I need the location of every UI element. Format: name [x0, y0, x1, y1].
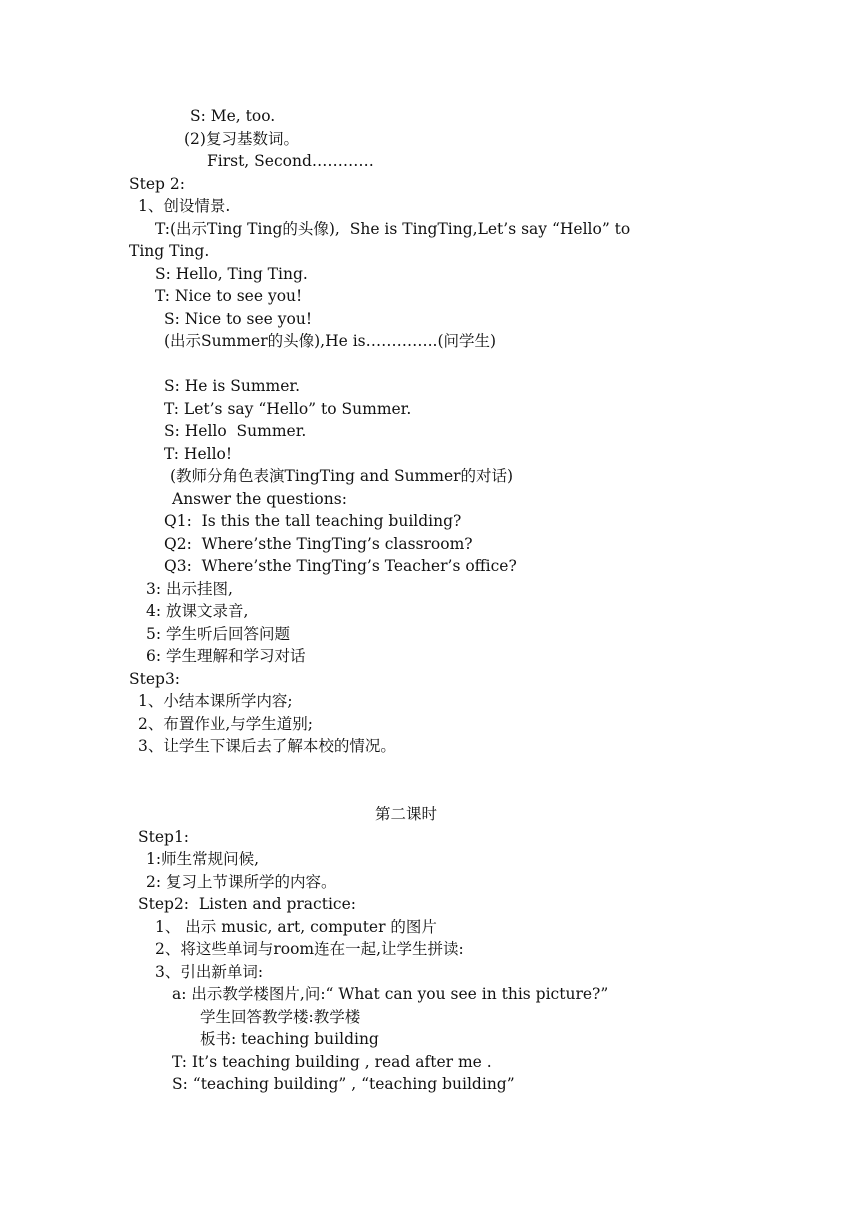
text-line: 2: 复习上节课所学的内容。	[146, 873, 337, 891]
text-line: S: “teaching building” , “teaching building”	[172, 1075, 515, 1093]
text-line: S: Hello Summer.	[164, 422, 307, 440]
text-line: T:(出示Ting Ting的头像), She is TingTing,Let’s say “Hello” to	[155, 220, 631, 238]
text-line: 3、引出新单词:	[155, 963, 264, 981]
text-line: 1、小结本课所学内容;	[138, 692, 293, 710]
text-line: 2、布置作业,与学生道别;	[138, 715, 314, 733]
step-heading: Step 2:	[129, 175, 185, 193]
text-line: S: Nice to see you!	[164, 310, 313, 328]
text-line: 1:师生常规问候,	[146, 850, 260, 868]
text-line: 3: 出示挂图,	[146, 580, 233, 598]
text-line: 1、 出示 music, art, computer 的图片	[155, 918, 437, 936]
text-line: T: It’s teaching building , read after me .	[172, 1053, 492, 1071]
text-line: 2、将这些单词与room连在一起,让学生拼读:	[155, 940, 464, 958]
step-heading: Step2: Listen and practice:	[138, 895, 356, 913]
question-line: Q3: Where’sthe TingTing’s Teacher’s office?	[164, 557, 517, 575]
section-title: 第二课时	[374, 805, 437, 823]
text-line: Answer the questions:	[172, 490, 347, 508]
question-line: Q2: Where’sthe TingTing’s classroom?	[164, 535, 473, 553]
text-line: 5: 学生听后回答问题	[146, 625, 291, 643]
text-line: First, Second…………	[207, 152, 374, 170]
text-line: S: He is Summer.	[164, 377, 301, 395]
text-line: T: Let’s say “Hello” to Summer.	[164, 400, 412, 418]
text-line: Ting Ting.	[129, 242, 210, 260]
step-heading: Step1:	[138, 828, 190, 846]
text-line: T: Hello!	[164, 445, 233, 463]
text-line: (2)复习基数词。	[184, 130, 299, 148]
text-line: T: Nice to see you!	[155, 287, 303, 305]
text-line: 板书: teaching building	[200, 1030, 379, 1048]
question-line: Q1: Is this the tall teaching building?	[164, 512, 462, 530]
text-line: 1、创设情景.	[138, 197, 231, 215]
step-heading: Step3:	[129, 670, 181, 688]
text-line: 4: 放课文录音,	[146, 602, 249, 620]
text-line: S: Me, too.	[190, 107, 276, 125]
text-line: (教师分角色表演TingTing and Summer的对话)	[170, 467, 514, 485]
text-line: 6: 学生理解和学习对话	[146, 647, 306, 665]
text-line: S: Hello, Ting Ting.	[155, 265, 308, 283]
text-line: 学生回答教学楼:教学楼	[200, 1008, 361, 1026]
text-line: (出示Summer的头像),He is…………..(问学生)	[164, 332, 497, 350]
text-line: 3、让学生下课后去了解本校的情况。	[138, 737, 396, 755]
text-line: a: 出示教学楼图片,问:“ What can you see in this picture?”	[172, 985, 609, 1003]
